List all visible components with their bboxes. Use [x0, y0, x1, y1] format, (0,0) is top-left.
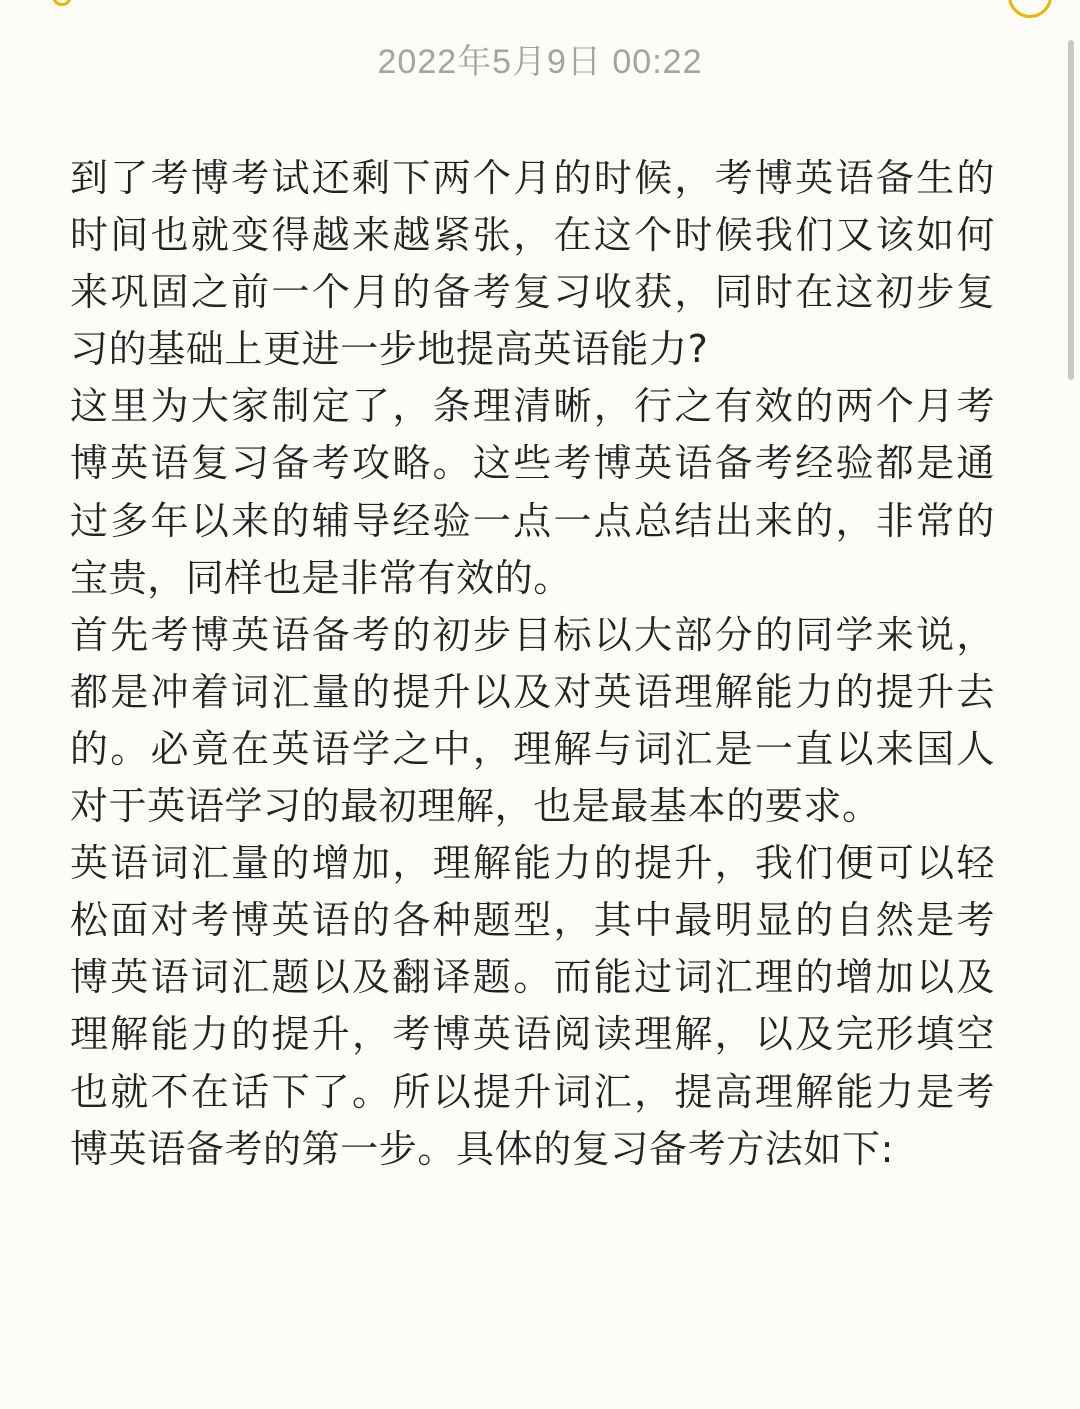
avatar-icon[interactable] — [1008, 0, 1052, 18]
status-indicator-icon — [52, 0, 72, 6]
vertical-scrollbar[interactable] — [1068, 40, 1074, 380]
note-paragraph-2: 这里为大家制定了，条理清晰，行之有效的两个月考博英语复习备考攻略。这些考博英语备考经验都是通过多年以来的辅导经验一点一点总结出来的，非常的宝贵，同样也是非常有效的。 — [70, 384, 995, 600]
note-paragraph-4: 英语词汇量的增加，理解能力的提升，我们便可以轻松面对考博英语的各种题型，其中最明显的自然是考博英语词汇题以及翻译题。而能过词汇理的增加以及理解能力的提升，考博英语阅读理解，以及完形填空也就不在话下了。所以提升词汇，提高理解能力是考博英语备考的第一步。具体的复习备考方法如下: — [70, 841, 995, 1171]
note-paragraph-1: 到了考博考试还剩下两个月的时候，考博英语备生的时间也就变得越来越紧张，在这个时候我们又该如何来巩固之前一个月的备考复习收获，同时在这初步复习的基础上更进一步地提高英语能力? — [70, 156, 995, 372]
note-paragraph-3: 首先考博英语备考的初步目标以大部分的同学来说，都是冲着词汇量的提升以及对英语理解能力的提升去的。必竟在英语学之中，理解与词汇是一直以来国人对于英语学习的最初理解，也是最基本的要求。 — [70, 612, 995, 829]
note-timestamp: 2022年5月9日 00:22 — [377, 43, 703, 81]
note-body[interactable] — [70, 150, 995, 1178]
